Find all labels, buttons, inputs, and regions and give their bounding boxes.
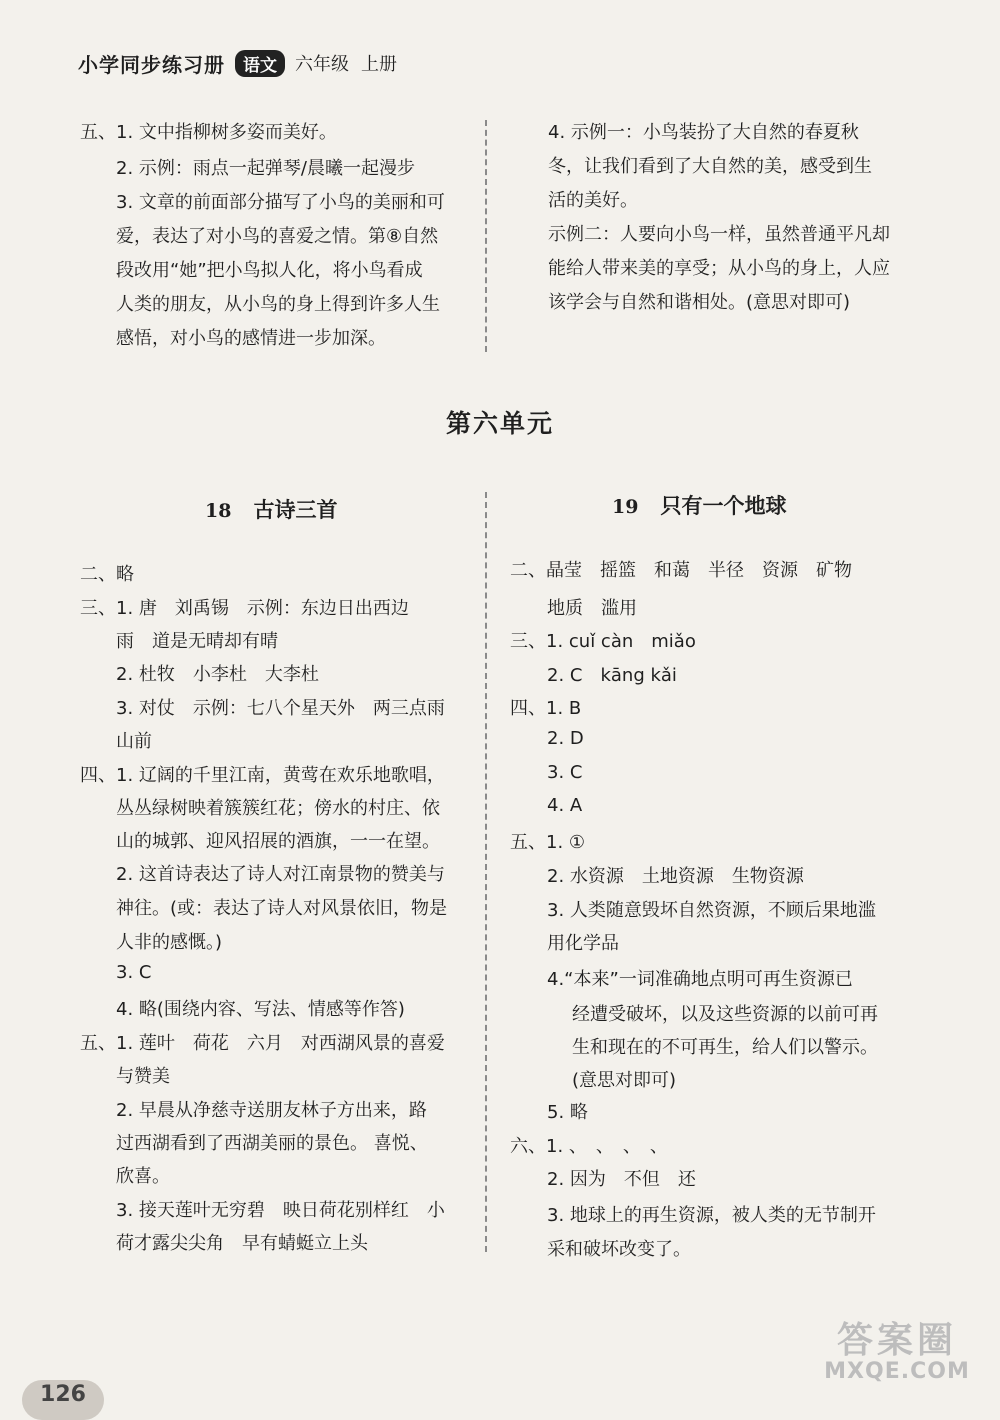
- subject-badge: 语文: [235, 50, 285, 77]
- book-title: 小学同步练习册: [78, 52, 225, 77]
- answer-line: 3. 对仗 示例：七八个星天外 两三点雨: [116, 698, 445, 719]
- lesson-name: 古诗三首: [253, 497, 338, 522]
- answer-line: 三、1. cuǐ càn miǎo: [510, 631, 696, 652]
- answer-line: 2. D: [547, 728, 584, 749]
- watermark-logo: [812, 1312, 982, 1384]
- answer-line: 4. 示例一：小鸟装扮了大自然的春夏秋: [548, 122, 859, 143]
- answer-line: 三、1. 唐 刘禹锡 示例：东边日出西边: [80, 598, 409, 619]
- column-divider: [485, 120, 487, 352]
- answer-line: 3. C: [116, 962, 152, 983]
- answer-line: 感悟，对小鸟的感情进一步加深。: [116, 328, 386, 349]
- answer-line: 5. 略: [547, 1102, 588, 1123]
- answer-line: 示例二：人要向小鸟一样，虽然普通平凡却: [548, 224, 890, 245]
- answer-line: 四、1. B: [510, 698, 582, 719]
- volume-label: 上册: [361, 54, 397, 75]
- answer-line: (意思对即可): [572, 1070, 677, 1091]
- page-number: 126: [22, 1380, 104, 1420]
- answer-line: 山前: [116, 731, 152, 752]
- answer-line: 五、1. 莲叶 荷花 六月 对西湖风景的喜爱: [80, 1033, 445, 1054]
- answer-line: 山的城郭、迎风招展的酒旗，一一在望。: [116, 831, 440, 852]
- answer-line: 4. 略(围绕内容、写法、情感等作答): [116, 999, 405, 1020]
- answer-line: 生和现在的不可再生，给人们以警示。: [572, 1037, 878, 1058]
- answer-line: 四、1. 辽阔的千里江南，黄莺在欢乐地歌唱，: [80, 765, 445, 786]
- answer-line: 二、晶莹 摇篮 和蔼 半径 资源 矿物: [510, 560, 852, 581]
- answer-line: 与赞美: [116, 1066, 170, 1087]
- answer-line: 冬，让我们看到了大自然的美，感受到生: [548, 156, 872, 177]
- lesson-18-title: [205, 494, 337, 524]
- answer-line: 2. 早晨从净慈寺送朋友林子方出来，路: [116, 1100, 427, 1121]
- unit-title: 第六单元: [445, 409, 554, 438]
- answer-line: 过西湖看到了西湖美丽的景色。 喜悦、: [116, 1133, 428, 1154]
- answer-line: 二、略: [80, 564, 134, 585]
- answer-line: 2. 因为 不但 还: [547, 1169, 696, 1190]
- answer-line: 人类的朋友，从小鸟的身上得到许多人生: [116, 294, 440, 315]
- answer-line: 4. A: [547, 795, 583, 816]
- answer-line: 爱，表达了对小鸟的喜爱之情。第⑧自然: [116, 226, 439, 247]
- answer-line: 3. 文章的前面部分描写了小鸟的美丽和可: [116, 192, 445, 213]
- answer-line: 五、1. 文中指柳树多姿而美好。: [80, 122, 337, 143]
- answer-line: 雨 道是无晴却有晴: [116, 631, 278, 652]
- watermark-url: MXQE.COM: [824, 1359, 970, 1384]
- answer-line: 2. 水资源 土地资源 生物资源: [547, 866, 804, 887]
- lesson-19-title: [612, 490, 786, 520]
- page-header: [78, 48, 397, 78]
- lesson-name: 只有一个地球: [660, 493, 787, 518]
- lesson-number: 18: [205, 500, 232, 522]
- answer-line: 4.“本来”一词准确地点明可再生资源已: [547, 969, 853, 990]
- answer-line: 2. C kāng kǎi: [547, 665, 677, 686]
- answer-line: 该学会与自然和谐相处。(意思对即可): [548, 292, 851, 313]
- answer-line: 六、1. 、 、 、 、: [510, 1136, 668, 1157]
- grade-label: 六年级: [295, 54, 349, 75]
- answer-line: 用化学品: [547, 933, 619, 954]
- answer-line: 荷才露尖尖角 早有蜻蜓立上头: [116, 1233, 368, 1254]
- answer-line: 经遭受破坏，以及这些资源的以前可再: [572, 1004, 878, 1025]
- answer-line: 2. 这首诗表达了诗人对江南景物的赞美与: [116, 864, 445, 885]
- answer-line: 丛丛绿树映着簇簇红花；傍水的村庄、依: [116, 798, 440, 819]
- answer-line: 欣喜。: [116, 1166, 170, 1187]
- answer-line: 3. 人类随意毁坏自然资源，不顾后果地滥: [547, 900, 876, 921]
- watermark-title: 答案圈: [836, 1320, 957, 1361]
- answer-line: 活的美好。: [548, 190, 638, 211]
- answer-line: 段改用“她”把小鸟拟人化，将小鸟看成: [116, 260, 423, 281]
- answer-line: 能给人带来美的享受；从小鸟的身上，人应: [548, 258, 890, 279]
- lesson-number: 19: [612, 496, 639, 518]
- answer-line: 3. C: [547, 762, 583, 783]
- answer-line: 3. 接天莲叶无穷碧 映日荷花别样红 小: [116, 1200, 445, 1221]
- column-divider: [485, 492, 487, 1252]
- answer-line: 3. 地球上的再生资源，被人类的无节制开: [547, 1205, 876, 1226]
- answer-line: 人非的感慨。): [116, 932, 223, 953]
- answer-line: 地质 滥用: [547, 598, 637, 619]
- answer-line: 神往。(或：表达了诗人对风景依旧，物是: [116, 898, 448, 919]
- answer-line: 2. 示例：雨点一起弹琴/晨曦一起漫步: [116, 158, 415, 179]
- answer-line: 采和破坏改变了。: [547, 1239, 691, 1260]
- answer-line: 2. 杜牧 小李杜 大李杜: [116, 664, 319, 685]
- answer-line: 五、1. ①: [510, 832, 586, 853]
